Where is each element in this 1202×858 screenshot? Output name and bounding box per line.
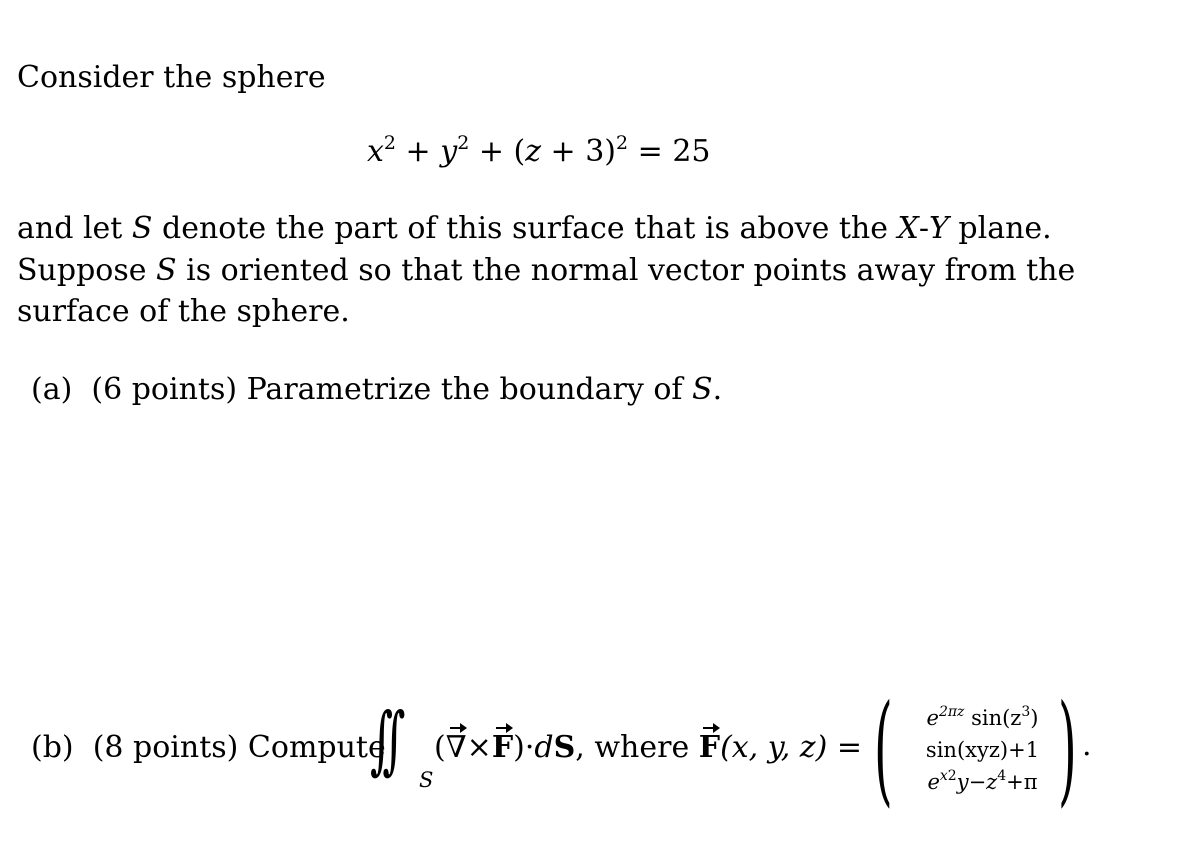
- eq-y: y: [440, 134, 458, 169]
- final-period: .: [1082, 728, 1092, 763]
- dot-symbol: ·: [524, 730, 535, 765]
- row1-exp: 2πz: [938, 704, 965, 720]
- F-vector-def: F: [698, 730, 721, 765]
- intro-line-1: Consider the sphere: [17, 60, 326, 95]
- row1-exp2: 3: [1021, 704, 1031, 720]
- line2-text-c: plane.: [948, 211, 1052, 246]
- part-b-prefix: [31, 730, 386, 766]
- eq-z: z: [525, 134, 542, 169]
- part-b-compute: Compute: [247, 730, 386, 765]
- line2-Y: Y: [929, 211, 949, 246]
- d-symbol: d: [534, 730, 554, 765]
- row3-exp2: 2: [947, 768, 957, 784]
- eq-exp-y: 2: [457, 132, 470, 154]
- part-a-S: S: [692, 372, 713, 407]
- row3-exp: x: [939, 768, 948, 784]
- row1-close: ): [1030, 706, 1039, 730]
- line3-text-a: Suppose: [17, 253, 157, 288]
- eq-exp-z: 2: [616, 132, 629, 154]
- vector-field-components: [900, 702, 1065, 798]
- line2-S: S: [131, 211, 153, 246]
- dS-symbol: S: [553, 730, 576, 765]
- equals-sign: =: [827, 730, 862, 765]
- integrand: (∇×F)·dS, where F(x, y, z) =: [434, 730, 862, 765]
- line3-text-b: is oriented so that the normal vector points away from the: [176, 253, 1076, 288]
- component-3: [900, 766, 1065, 798]
- line2-text-b: denote the part of this surface that is above the: [152, 211, 898, 246]
- part-b-label: (b): [31, 730, 74, 765]
- sphere-equation: [367, 134, 711, 170]
- row1-base: e: [926, 706, 939, 730]
- integral-subscript: S: [419, 768, 434, 792]
- row3-rest: y−z: [956, 770, 998, 794]
- eq-rest: + 3): [541, 134, 617, 169]
- F-args: (x, y, z): [720, 730, 828, 765]
- eq-exp-x: 2: [383, 132, 397, 154]
- component-2: sin(xyz)+1: [925, 738, 1040, 762]
- double-integral-sign: ∫∫: [370, 697, 395, 783]
- row1-rest: sin(z: [964, 706, 1022, 730]
- right-paren: ): [1058, 680, 1077, 819]
- eq-x: x: [367, 134, 384, 169]
- eq-plus-1: +: [396, 134, 441, 169]
- intro-line-3: [17, 253, 1075, 289]
- row3-base: e: [927, 770, 940, 794]
- component-1: [900, 702, 1065, 734]
- left-paren: (: [874, 680, 893, 819]
- line2-text-a: and let: [17, 211, 132, 246]
- where-text: , where: [575, 730, 699, 765]
- part-a-end: .: [712, 372, 723, 407]
- intro-line-2: [17, 211, 1052, 247]
- part-a-label: (a): [31, 372, 73, 407]
- eq-equals: = 25: [628, 134, 711, 169]
- line2-dash: -: [918, 211, 930, 246]
- part-a-points: (6 points): [91, 372, 238, 407]
- F-vector: F: [491, 730, 514, 765]
- part-a: [31, 372, 722, 408]
- cross-symbol: ×: [466, 730, 492, 765]
- line3-S: S: [156, 253, 177, 288]
- eq-plus-2: + (: [469, 134, 526, 169]
- line2-X: X: [897, 211, 919, 246]
- intro-line-4: surface of the sphere.: [17, 294, 350, 329]
- nabla-vector: ∇: [445, 730, 467, 765]
- row3-exp3: 4: [997, 768, 1007, 784]
- part-b-points: (8 points): [92, 730, 239, 765]
- row3-end: +π: [1006, 770, 1038, 794]
- part-a-text: Parametrize the boundary of: [246, 372, 693, 407]
